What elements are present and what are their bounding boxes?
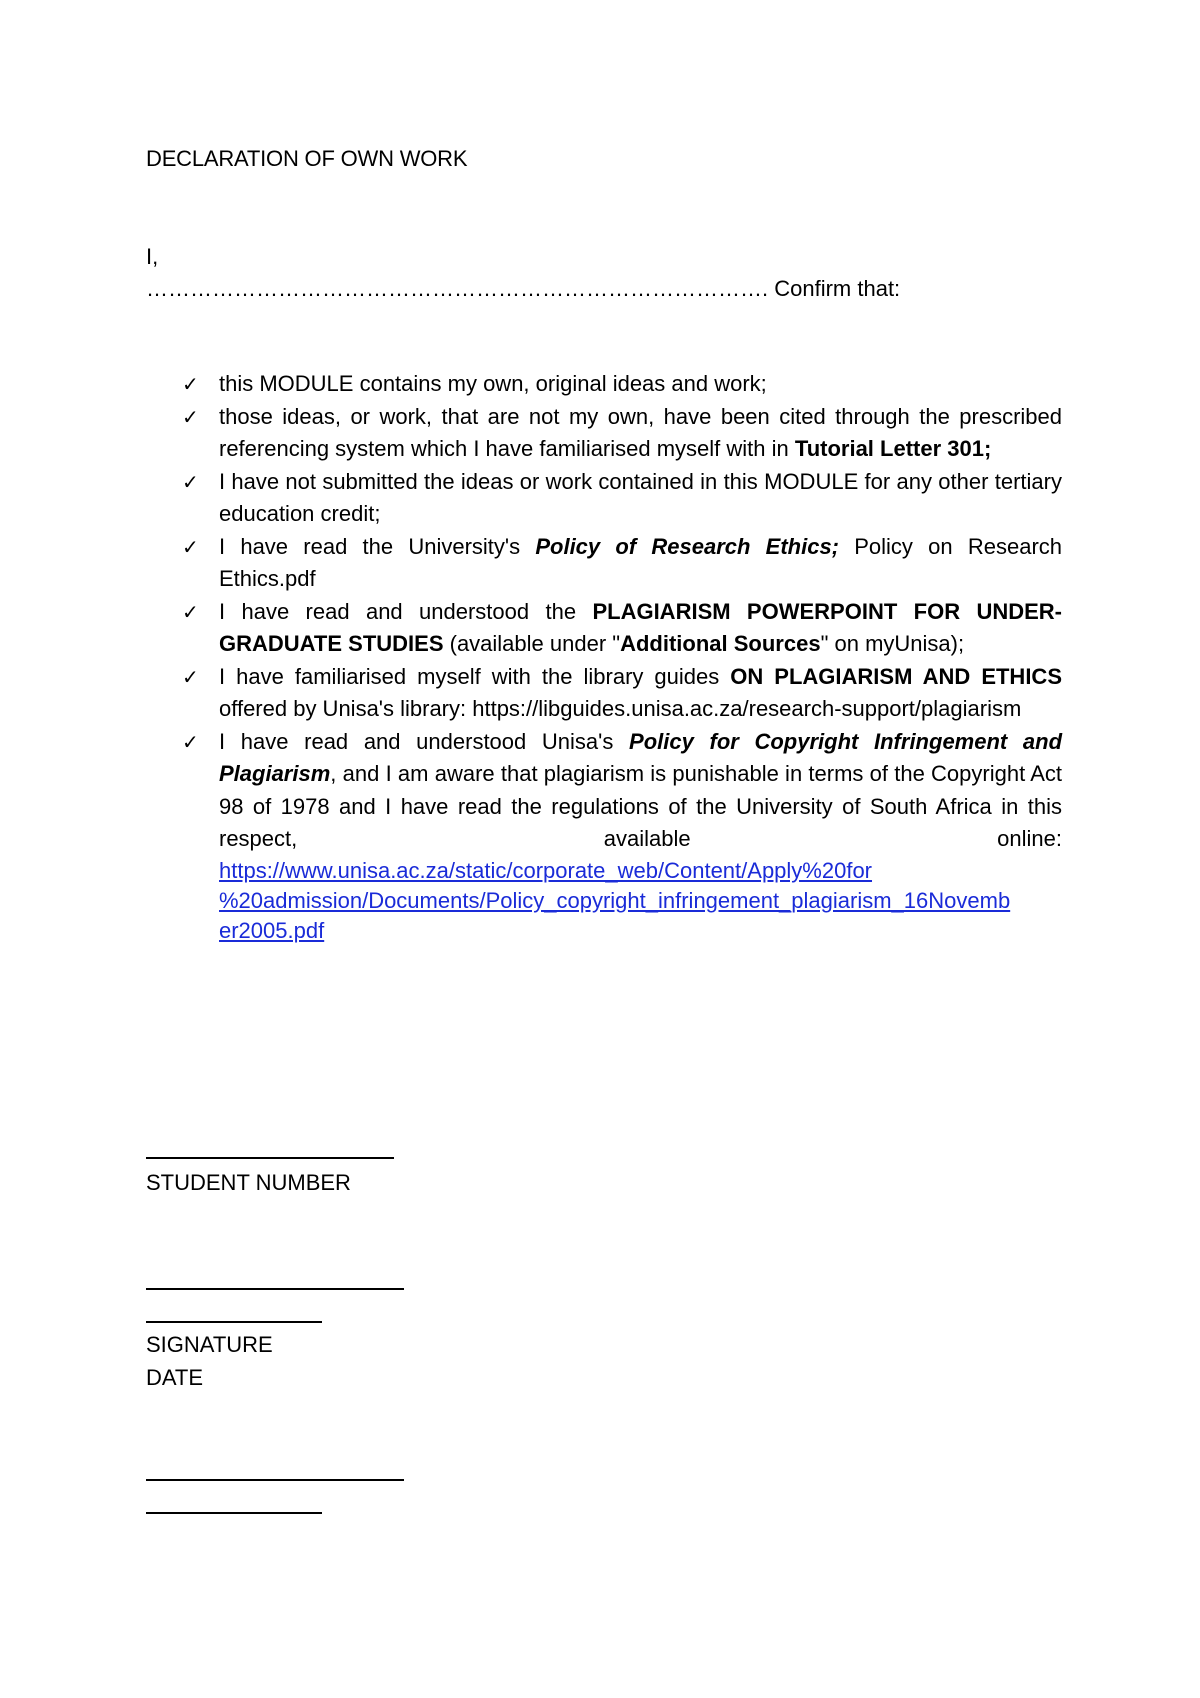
item-text: Policy on Research Ethics.pdf [219, 533, 1062, 591]
declaration-item [146, 596, 1062, 661]
policy-link-line[interactable]: er2005.pdf [219, 917, 325, 943]
item-emphasis-text: Policy of Research Ethics; [535, 533, 840, 559]
item-emphasis-text: PLAGIARISM POWERPOINT FOR UNDER-GRADUATE STUDIES [219, 598, 1062, 656]
date-line-bottom [146, 1512, 322, 1514]
name-blank-dots: …………………………………………………………………………. [146, 276, 769, 301]
item-emphasis-text: ON PLAGIARISM AND ETHICS [730, 663, 1062, 689]
confirm-text: Confirm that: [768, 276, 901, 301]
signature-line-bottom [146, 1321, 322, 1323]
item-text: I have read the University's [219, 533, 536, 559]
item-text: I have not submitted the ideas or work contained in this MODULE for any other tertiary education credit; [219, 468, 1062, 526]
declaration-item [146, 368, 1062, 401]
policy-link-line[interactable]: https://www.unisa.ac.za/static/corporate_web/Content/Apply%20for [219, 857, 873, 883]
checkmark-icon: ✓ [182, 599, 199, 624]
declaration-item [146, 401, 1062, 466]
item-emphasis-text: Policy for Copyright Infringement and Plagiarism [219, 728, 1063, 786]
signature-label: SIGNATURE [146, 1332, 273, 1357]
declaration-item [146, 726, 1062, 856]
signature-line-top [146, 1288, 404, 1290]
checkmark-icon: ✓ [182, 372, 199, 396]
checkmark-icon: ✓ [182, 469, 199, 494]
item-text: this MODULE contains my own, original ideas and work; [219, 371, 767, 396]
item-text: offered by Unisa's library: https://libguides.unisa.ac.za/research-support/plagiarism [219, 696, 1022, 721]
date-label: DATE [146, 1365, 204, 1390]
checkmark-icon: ✓ [182, 729, 199, 754]
document-title: DECLARATION OF OWN WORK [146, 146, 468, 171]
student-number-label: STUDENT NUMBER [146, 1170, 351, 1195]
confirm-line [146, 276, 1046, 302]
item-text: I have read and understood Unisa's [219, 728, 630, 754]
declaration-item [146, 531, 1062, 596]
item-text: (available under " [443, 631, 621, 656]
policy-link-block [146, 856, 1062, 946]
checkmark-icon: ✓ [182, 534, 199, 559]
date-line-top [146, 1479, 404, 1481]
item-text: " on myUnisa); [820, 631, 965, 656]
declaration-item [146, 466, 1062, 531]
item-text: I have read and understood the [219, 598, 593, 624]
item-emphasis-text: Tutorial Letter 301; [794, 436, 992, 461]
checkmark-icon: ✓ [182, 404, 199, 429]
item-emphasis-text: Additional Sources [620, 631, 821, 656]
item-text: those ideas, or work, that are not my own, have been cited through the prescribed referencing system which I have familiarised myself with in [219, 403, 1062, 461]
item-text: , and I am aware that plagiarism is punishable in terms of the Copyright Act 98 of 1978 and I have read the regulations of the University of South Africa in this respect, available online: [219, 761, 1062, 851]
declaration-item [146, 661, 1062, 726]
item-text: I have familiarised myself with the library guides [219, 663, 731, 689]
checkmark-icon: ✓ [182, 664, 199, 689]
name-prefix: I, [146, 244, 159, 269]
student-number-line [146, 1157, 394, 1159]
declaration-list [146, 368, 1062, 946]
policy-link-line[interactable]: %20admission/Documents/Policy_copyright_infringement_plagiarism_16Novemb [219, 887, 1011, 913]
